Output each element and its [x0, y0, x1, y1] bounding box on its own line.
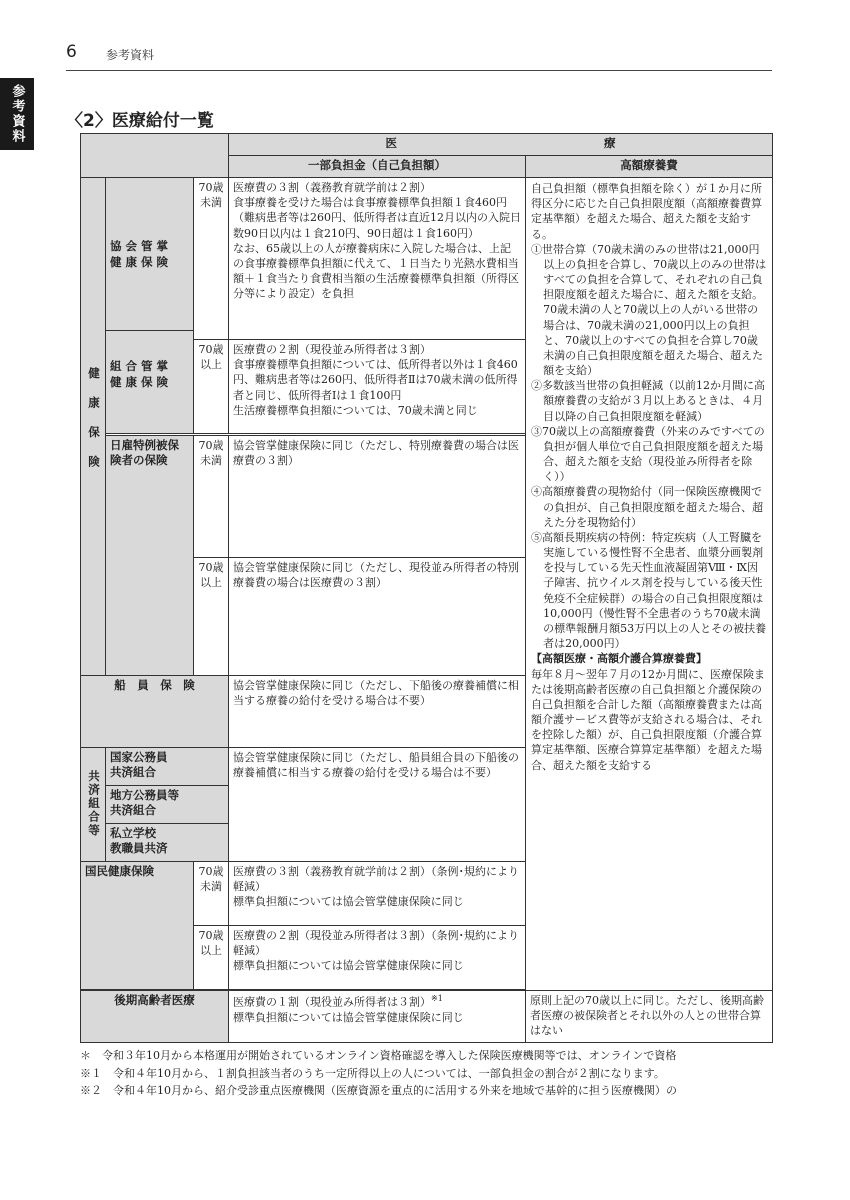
koki-copayment [229, 991, 526, 1043]
high-cost-item-4: ④高額療養費の現物給付（同一保険医療機関での負担が、自己負担限度額を超えた場合、超えた分を現物給付） [531, 485, 764, 529]
label-kokka-kyosai: 国家公務員 共済組合 [106, 747, 229, 785]
label-hiyatoi: 日雇特例被保 険者の保険 [106, 435, 194, 675]
age-over-70-hiyatoi: 70歳 以上 [194, 557, 229, 675]
high-cost-item-2: ②多数該当世帯の負担軽減（以前12か月間に高額療養費の支給が３月以上あるときは、４月目以降の自己負担限度額を軽減） [531, 379, 765, 423]
label-kyokai-kenpo [106, 178, 194, 434]
kokuho-under70-text: 医療費の３割（義務教育就学前は２割）（条例･規約により軽減） 標準負担額については協会管掌健康保険に同じ [229, 861, 526, 925]
age-over-70: 70歳 以上 [194, 340, 229, 434]
group-kenko-hoken: 健康保険 [81, 178, 106, 676]
label-kumiai-kenpo-text: 組合管掌 健康保険 [110, 359, 172, 389]
age-under-70: 70歳 未満 [194, 178, 229, 340]
high-cost-column [526, 178, 773, 991]
corner-cell [81, 134, 229, 178]
age-under-70-hiyatoi: 70歳 未満 [194, 435, 229, 557]
high-cost-intro: 自己負担額（標準負担額を除く）が１か月に所得区分に応じた自己負担限度額（高額療養費算定基準額）を超えた場合、超えた額を支給する。 [531, 182, 762, 241]
group-kyosai: 共済組合等 [81, 747, 106, 861]
koki-high-cost: 原則上記の70歳以上に同じ。ただし、後期高齢者医療の被保険者とそれ以外の人との世帯合算はない [526, 991, 773, 1043]
label-koki-koreisha: 後期高齢者医療 [81, 991, 229, 1043]
footnote-2: ※２ 令和４年10月から、紹介受診重点医療機関（医療資源を重点的に活用する外来を地域で基幹的に担う医療機関）の [80, 1084, 677, 1098]
kyokai-over70-text: 医療費の２割（現役並み所得者は３割） 食事療養標準負担額については、低所得者以外は１食460円、難病患者等は260円、低所得者Ⅱは70歳未満の低所得者と同じ、低所得者Ⅰは１食100円 生活療養標準負担額については、70歳未満と同じ [229, 340, 526, 434]
combined-care-text: 毎年８月～翌年７月の12か月間に、医療保険または後期高齢者医療の自己負担額と介護保険の自己負担額を合計した額（高額療養費または高額介護サービス費等が支給される場合は、それを控除した額）が、自己負担限度額（介護合算算定基準額、医療合算算定基準額）を超えた場合、超えた額を支給する [531, 667, 765, 772]
hiyatoi-under70-text: 協会管掌健康保険に同じ（ただし、特別療養費の場合は医療費の３割） [229, 435, 526, 557]
combined-care-title: 【高額医療・高額介護合算療養費】 [531, 652, 707, 666]
page-number: 6 [66, 42, 77, 62]
age-under-70-kokuho: 70歳 未満 [194, 861, 229, 925]
footnotes [80, 1047, 780, 1100]
header-copayment: 一部負担金（自己負担額） [229, 156, 526, 178]
kyokai-under70-text: 医療費の３割（義務教育就学前は２割） 食事療養を受けた場合は食事療養標準負担額１食460円（難病患者等は260円、低所得者は直近12月以内の入院日数90日以内は１食210円、90日超は１食160円） なお、65歳以上の人が療養病床に入院した場合は、上記の食事療養標準負担額に代えて、１日当たり光熱水費相当額＋１食当たり食費相当額の生活療養標準負担額（所得区分等により設定）を負担 [229, 178, 526, 340]
age-over-70-kokuho: 70歳 以上 [194, 925, 229, 989]
label-shiritsu-kyosai: 私立学校 教職員共済 [106, 823, 229, 861]
high-cost-item-1: ①世帯合算（70歳未満のみの世帯は21,000円以上の負担を合算し、70歳以上のみの世帯はすべての負担を合算して、それぞれの自己負担限度額を超えた場合に、超えた額を支給。70歳未満の人と70歳以上の人がいる世帯の場合は、70歳未満の21,000円以上の負担と、70歳以上のすべての負担を合算し70歳未満の自己負担限度額を超えた場合、超えた額を支給） [531, 242, 767, 378]
header-medical: 医 療 [229, 134, 773, 156]
section-title: 〈2〉医療給付一覧 [66, 111, 214, 131]
koki-text-1: 医療費の１割（現役並み所得者は３割） [233, 995, 431, 1009]
hiyatoi-over70-text: 協会管掌健康保険に同じ（ただし、現役並み所得者の特別療養費の場合は医療費の３割） [229, 557, 526, 675]
senin-text: 協会管掌健康保険に同じ（ただし、下船後の療養補償に相当する療養の給付を受ける場合は不要） [229, 675, 526, 747]
footnote-asterisk: ＊ 令和３年10月から本格運用が開始されているオンライン資格確認を導入した保険医療機関等では、オンラインで資格 [80, 1049, 677, 1062]
kokuho-over70-text: 医療費の２割（現役並み所得者は３割）（条例･規約により軽減） 標準負担額については協会管掌健康保険に同じ [229, 925, 526, 989]
high-cost-item-3: ③70歳以上の高額療養費（外来のみですべての負担が個人単位で自己負担限度額を超えた場合、超えた額を支給（現役並み所得者を除く）） [531, 424, 765, 484]
koki-text-2: 標準負担額については協会管掌健康保険に同じ [233, 1010, 464, 1024]
label-kyokai-kenpo-text: 協会管掌 健康保険 [110, 239, 172, 269]
label-kokumin-kenko-hoken: 国民健康保険 [81, 861, 194, 989]
medical-benefit-table [80, 133, 773, 1043]
label-senin-hoken: 船 員 保 険 [81, 675, 229, 747]
running-header-title: 参考資料 [106, 48, 155, 62]
kyosai-text: 協会管掌健康保険に同じ（ただし、船員組合員の下船後の療養補償に相当する療養の給付を受ける場合は不要） [229, 747, 526, 861]
koki-note-mark: ※1 [431, 994, 443, 1003]
footnote-1: ※１ 令和４年10月から、１割負担該当者のうち一定所得以上の人については、一部負担金の割合が２割になります。 [80, 1066, 665, 1080]
high-cost-item-5: ⑤高額長期疾病の特例：特定疾病（人工腎臓を実施している慢性腎不全患者、血漿分画製剤を投与している先天性血液凝固第Ⅷ・Ⅸ因子障害、抗ウイルス剤を投与している後天性免疫不全症候群）の場合の自己負担限度額は10,000円（慢性腎不全患者のうち70歳未満の標準報酬月額53万円以上の人とその被扶養者は20,000円） [531, 530, 767, 651]
header-divider [66, 70, 772, 71]
label-chiho-kyosai: 地方公務員等 共済組合 [106, 785, 229, 823]
side-tab-label: 参考資料 [0, 78, 34, 150]
header-high-cost: 高額療養費 [526, 156, 773, 178]
